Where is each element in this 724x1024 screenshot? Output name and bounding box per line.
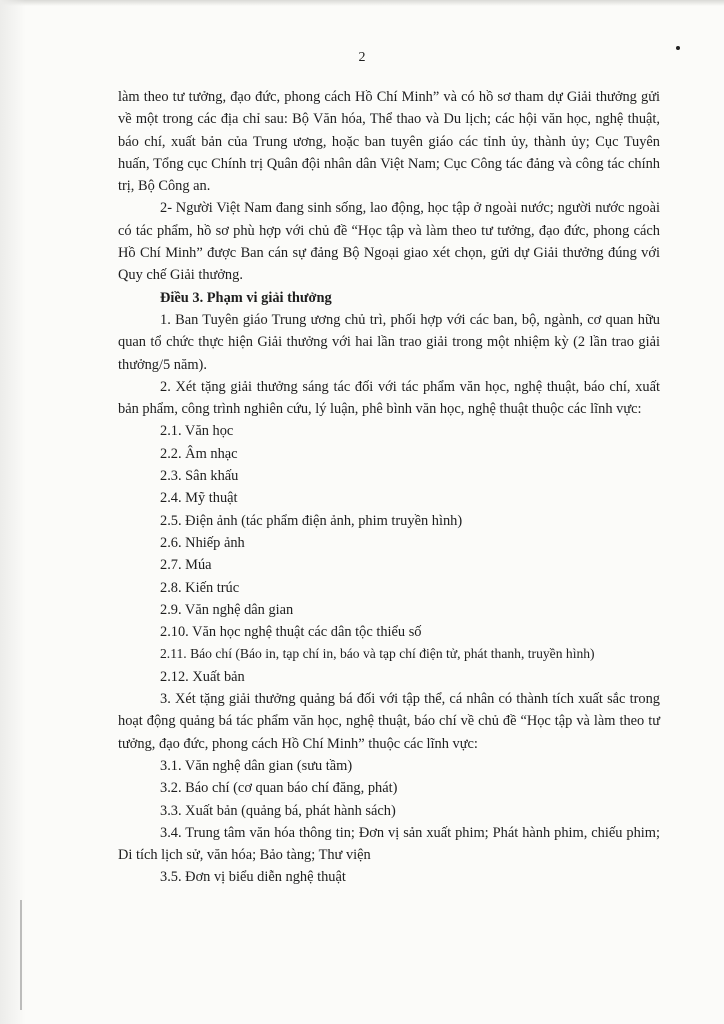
scan-binding-mark (20, 900, 22, 1010)
field-item-photography: 2.6. Nhiếp ảnh (160, 534, 245, 551)
field-item-folk-arts: 2.9. Văn nghệ dân gian (160, 601, 294, 618)
promotion-item-culture-centers: 3.4. Trung tâm văn hóa thông tin; Đơn vị sản xuất phim; Phát hành phim, chiếu phim; Di tích lịch sử, văn hóa; Bảo tàng; Thư viện (118, 824, 660, 864)
scan-left-edge (0, 0, 26, 1024)
field-item-music: 2.2. Âm nhạc (160, 445, 238, 462)
paragraph-clause-1: 1. Ban Tuyên giáo Trung ương chủ trì, phối hợp với các ban, bộ, ngành, cơ quan hữu quan tổ chức thực hiện Giải thưởng với hai lần trao giải trong một nhiệm kỳ (2 lần trao giải thưởng/5 năm). (118, 311, 660, 373)
promotion-item-performing-arts: 3.5. Đơn vị biểu diễn nghệ thuật (160, 869, 346, 886)
field-item-ethnic-arts: 2.10. Văn học nghệ thuật các dân tộc thiểu số (160, 624, 422, 641)
promotion-item-publishing: 3.3. Xuất bản (quảng bá, phát hành sách) (160, 802, 396, 819)
field-item-cinema: 2.5. Điện ảnh (tác phẩm điện ảnh, phim truyền hình) (160, 512, 463, 529)
document-body (118, 86, 660, 889)
paragraph-continuation: làm theo tư tưởng, đạo đức, phong cách Hồ Chí Minh” và có hồ sơ tham dự Giải thưởng gửi về một trong các địa chỉ sau: Bộ Văn hóa, Thể thao và Du lịch; các hội văn học, nghệ thuật, báo chí, xuất bản của Trung ương, hoặc ban tuyên giáo các tỉnh ủy, thành ủy; Cục Tuyên huấn, Tổng cục Chính trị Quân đội nhân dân Việt Nam; Cục Công tác đảng và công tác chính trị, Bộ Công an. (118, 89, 660, 195)
field-item-dance: 2.7. Múa (160, 557, 212, 574)
paragraph-overseas-participants: 2- Người Việt Nam đang sinh sống, lao động, học tập ở ngoài nước; người nước ngoài có tác phẩm, hồ sơ phù hợp với chủ đề “Học tập và làm theo tư tưởng, đạo đức, phong cách Hồ Chí Minh” được Ban cán sự đảng Bộ Ngoại giao xét chọn, gửi dự Giải thưởng đúng với Quy chế Giải thưởng. (118, 200, 660, 284)
field-item-press: 2.11. Báo chí (Báo in, tạp chí in, báo và tạp chí điện tử, phát thanh, truyền hình) (160, 646, 595, 662)
field-item-fine-arts: 2.4. Mỹ thuật (160, 490, 238, 507)
field-item-theatre: 2.3. Sân khấu (160, 468, 239, 485)
paragraph-clause-2: 2. Xét tặng giải thưởng sáng tác đối với tác phẩm văn học, nghệ thuật, báo chí, xuất bản phẩm, công trình nghiên cứu, lý luận, phê bình văn học, nghệ thuật thuộc các lĩnh vực: (118, 378, 660, 418)
page-number: 2 (358, 50, 366, 65)
scan-top-edge (0, 0, 724, 6)
field-item-architecture: 2.8. Kiến trúc (160, 579, 240, 596)
article-3-heading: Điều 3. Phạm vi giải thưởng (160, 289, 332, 306)
field-item-literature: 2.1. Văn học (160, 423, 234, 440)
paragraph-clause-3: 3. Xét tặng giải thưởng quảng bá đối với tập thể, cá nhân có thành tích xuất sắc trong hoạt động quảng bá tác phẩm văn học, nghệ thuật, báo chí về chủ đề “Học tập và làm theo tư tưởng, đạo đức, phong cách Hồ Chí Minh” thuộc các lĩnh vực: (118, 691, 660, 752)
promotion-item-press: 3.2. Báo chí (cơ quan báo chí đăng, phát) (160, 780, 398, 797)
field-item-publishing: 2.12. Xuất bản (160, 668, 245, 685)
promotion-item-folk-arts: 3.1. Văn nghệ dân gian (sưu tầm) (160, 757, 353, 774)
